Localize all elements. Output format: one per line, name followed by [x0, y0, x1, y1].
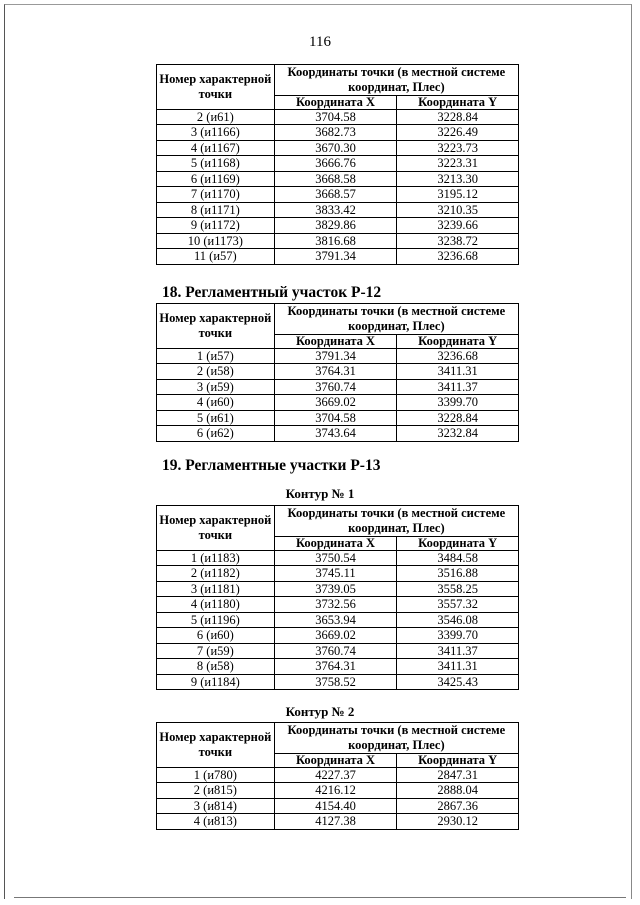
point-id-cell: 4 (и1180): [157, 597, 275, 613]
point-id-cell: 4 (и813): [157, 814, 275, 830]
coordinate-x-cell: 4127.38: [274, 814, 397, 830]
point-id-cell: 1 (и1183): [157, 550, 275, 566]
coordinate-x-cell: 3764.31: [274, 659, 397, 675]
table-row: [157, 109, 519, 125]
point-id-cell: 7 (и59): [157, 643, 275, 659]
table-row: [157, 550, 519, 566]
coordinate-y-cell: 3236.68: [397, 348, 519, 364]
header-coordinates: Координаты точки (в местной системе координат, Плес): [274, 304, 518, 335]
coordinates-table-r13-contour-2: [156, 722, 519, 830]
coordinate-y-cell: 3516.88: [397, 566, 519, 582]
coordinate-y-cell: 3213.30: [397, 171, 519, 187]
coordinate-x-cell: 4154.40: [274, 798, 397, 814]
contour-1-heading: Контур № 1: [285, 486, 355, 501]
coordinate-x-cell: 3704.58: [274, 109, 397, 125]
coordinate-x-cell: 3739.05: [274, 581, 397, 597]
coordinate-x-cell: 3669.02: [274, 395, 397, 411]
table-row: [157, 156, 519, 172]
header-coordinate-x: Координата X: [274, 96, 397, 110]
table-row: [157, 410, 519, 426]
header-coordinates: Координаты точки (в местной системе координат, Плес): [274, 506, 518, 537]
coordinate-y-cell: 3484.58: [397, 550, 519, 566]
point-id-cell: 8 (и58): [157, 659, 275, 675]
table-row: [157, 249, 519, 265]
table-row: [157, 566, 519, 582]
coordinate-y-cell: 3558.25: [397, 581, 519, 597]
point-id-cell: 4 (и1167): [157, 140, 275, 156]
point-id-cell: 8 (и1171): [157, 202, 275, 218]
point-id-cell: 4 (и60): [157, 395, 275, 411]
coordinates-table-1: [156, 64, 519, 265]
table-row: [157, 798, 519, 814]
table-row: [157, 581, 519, 597]
coordinate-x-cell: 3760.74: [274, 643, 397, 659]
point-id-cell: 5 (и1196): [157, 612, 275, 628]
header-point-number: Номер характерной точки: [157, 506, 275, 551]
table-row: [157, 187, 519, 203]
coordinate-x-cell: 3750.54: [274, 550, 397, 566]
header-coordinate-y: Координата Y: [397, 335, 519, 349]
coordinate-x-cell: 3666.76: [274, 156, 397, 172]
coordinate-x-cell: 3743.64: [274, 426, 397, 442]
coordinate-x-cell: 3791.34: [274, 348, 397, 364]
coordinate-y-cell: 3557.32: [397, 597, 519, 613]
table-row: [157, 783, 519, 799]
coordinate-x-cell: 4227.37: [274, 767, 397, 783]
point-id-cell: 5 (и1168): [157, 156, 275, 172]
page-number: 116: [309, 34, 331, 50]
point-id-cell: 2 (и61): [157, 109, 275, 125]
point-id-cell: 6 (и62): [157, 426, 275, 442]
table-row: [157, 202, 519, 218]
coordinate-x-cell: 3704.58: [274, 410, 397, 426]
table-row: [157, 140, 519, 156]
table-row: [157, 659, 519, 675]
coordinate-x-cell: 3682.73: [274, 125, 397, 141]
coordinate-x-cell: 3758.52: [274, 674, 397, 690]
point-id-cell: 11 (и57): [157, 249, 275, 265]
header-coordinates: Координаты точки (в местной системе координат, Плес): [274, 723, 518, 754]
header-coordinate-y: Координата Y: [397, 754, 519, 768]
coordinate-x-cell: 4216.12: [274, 783, 397, 799]
header-point-number: Номер характерной точки: [157, 304, 275, 349]
coordinate-x-cell: 3764.31: [274, 364, 397, 380]
point-id-cell: 9 (и1172): [157, 218, 275, 234]
table-row: [157, 767, 519, 783]
coordinate-y-cell: 3226.49: [397, 125, 519, 141]
header-coordinate-y: Координата Y: [397, 96, 519, 110]
coordinate-x-cell: 3653.94: [274, 612, 397, 628]
point-id-cell: 3 (и59): [157, 379, 275, 395]
coordinate-y-cell: 3228.84: [397, 410, 519, 426]
coordinate-y-cell: 3238.72: [397, 233, 519, 249]
header-coordinate-x: Координата X: [274, 335, 397, 349]
header-point-number: Номер характерной точки: [157, 723, 275, 768]
coordinate-x-cell: 3732.56: [274, 597, 397, 613]
header-coordinate-x: Координата X: [274, 754, 397, 768]
coordinate-y-cell: 3546.08: [397, 612, 519, 628]
point-id-cell: 6 (и1169): [157, 171, 275, 187]
table-row: [157, 395, 519, 411]
point-id-cell: 2 (и815): [157, 783, 275, 799]
table-row: [157, 218, 519, 234]
coordinate-x-cell: 3829.86: [274, 218, 397, 234]
header-coordinates: Координаты точки (в местной системе координат, Плес): [274, 65, 518, 96]
coordinate-y-cell: 3399.70: [397, 395, 519, 411]
coordinate-y-cell: 2888.04: [397, 783, 519, 799]
header-coordinate-x: Координата X: [274, 537, 397, 551]
table-row: [157, 379, 519, 395]
coordinate-x-cell: 3669.02: [274, 628, 397, 644]
coordinates-table-r12: [156, 303, 519, 442]
point-id-cell: 6 (и60): [157, 628, 275, 644]
coordinate-x-cell: 3668.58: [274, 171, 397, 187]
coordinate-y-cell: 3232.84: [397, 426, 519, 442]
header-coordinate-y: Координата Y: [397, 537, 519, 551]
coordinates-table-r13-contour-1: [156, 505, 519, 690]
point-id-cell: 7 (и1170): [157, 187, 275, 203]
coordinate-y-cell: 3399.70: [397, 628, 519, 644]
coordinate-y-cell: 3210.35: [397, 202, 519, 218]
point-id-cell: 10 (и1173): [157, 233, 275, 249]
page-bottom-edge: [14, 897, 626, 898]
table-row: [157, 643, 519, 659]
coordinate-y-cell: 2867.36: [397, 798, 519, 814]
coordinate-y-cell: 3223.31: [397, 156, 519, 172]
table-row: [157, 426, 519, 442]
coordinate-y-cell: 2847.31: [397, 767, 519, 783]
coordinate-y-cell: 3411.31: [397, 364, 519, 380]
coordinate-x-cell: 3670.30: [274, 140, 397, 156]
coordinate-x-cell: 3668.57: [274, 187, 397, 203]
coordinate-x-cell: 3816.68: [274, 233, 397, 249]
coordinate-y-cell: 3425.43: [397, 674, 519, 690]
table-row: [157, 814, 519, 830]
point-id-cell: 5 (и61): [157, 410, 275, 426]
coordinate-y-cell: 3239.66: [397, 218, 519, 234]
contour-2-heading: Контур № 2: [285, 704, 355, 719]
coordinate-x-cell: 3745.11: [274, 566, 397, 582]
point-id-cell: 2 (и58): [157, 364, 275, 380]
coordinate-x-cell: 3791.34: [274, 249, 397, 265]
table-row: [157, 233, 519, 249]
coordinate-x-cell: 3833.42: [274, 202, 397, 218]
section-heading-18: 18. Регламентный участок Р-12: [162, 284, 382, 301]
table-row: [157, 628, 519, 644]
coordinate-y-cell: 3228.84: [397, 109, 519, 125]
table-row: [157, 612, 519, 628]
table-row: [157, 125, 519, 141]
table-row: [157, 597, 519, 613]
coordinate-x-cell: 3760.74: [274, 379, 397, 395]
point-id-cell: 9 (и1184): [157, 674, 275, 690]
point-id-cell: 2 (и1182): [157, 566, 275, 582]
point-id-cell: 3 (и1181): [157, 581, 275, 597]
point-id-cell: 3 (и1166): [157, 125, 275, 141]
header-point-number: Номер характерной точки: [157, 65, 275, 110]
point-id-cell: 1 (и57): [157, 348, 275, 364]
table-row: [157, 364, 519, 380]
coordinate-y-cell: 3236.68: [397, 249, 519, 265]
table-row: [157, 674, 519, 690]
point-id-cell: 3 (и814): [157, 798, 275, 814]
section-heading-19: 19. Регламентные участки Р-13: [162, 457, 381, 474]
coordinate-y-cell: 3411.37: [397, 643, 519, 659]
coordinate-y-cell: 3411.37: [397, 379, 519, 395]
table-row: [157, 348, 519, 364]
point-id-cell: 1 (и780): [157, 767, 275, 783]
table-row: [157, 171, 519, 187]
coordinate-y-cell: 3411.31: [397, 659, 519, 675]
coordinate-y-cell: 3223.73: [397, 140, 519, 156]
coordinate-y-cell: 3195.12: [397, 187, 519, 203]
coordinate-y-cell: 2930.12: [397, 814, 519, 830]
